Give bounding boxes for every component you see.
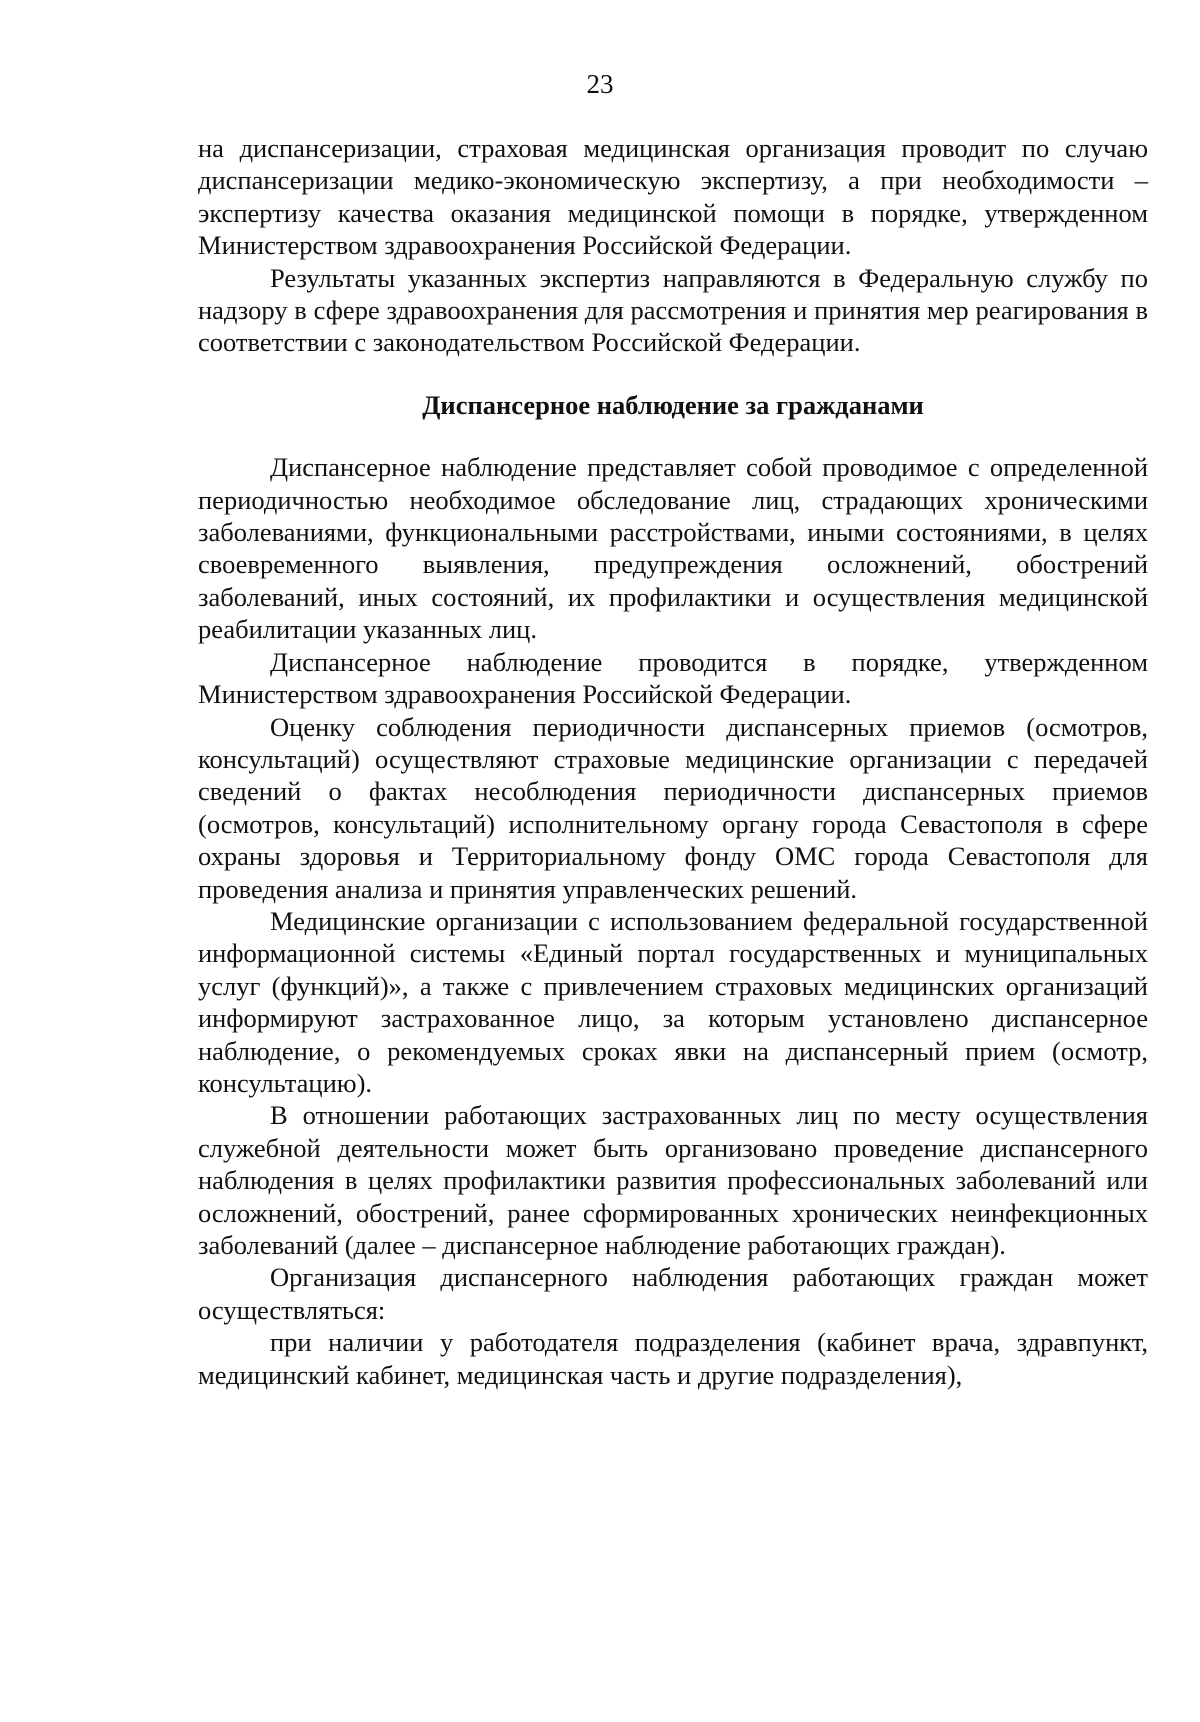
paragraph-organization: Организация диспансерного наблюдения работающих граждан может осуществляться: <box>198 1262 1148 1325</box>
page-number: 23 <box>586 69 614 99</box>
paragraph-continuation: на диспансеризации, страховая медицинская организация проводит по случаю диспансеризации медико-экономическую экспертизу, а при необходимости – экспертизу качества оказания медицинской помощи в порядке, утвержденном Министерством здравоохранения Российской Федерации. <box>198 133 1148 261</box>
paragraph-working-persons: В отношении работающих застрахованных лиц по месту осуществления служебной деятельности может быть организовано проведение диспансерного наблюдения в целях профилактики развития профессиональных заболеваний или осложнений, обострений, ранее сформированных хронических неинфекционных заболеваний (далее – диспансерное наблюдение работающих граждан). <box>198 1100 1148 1260</box>
paragraph-informing: Медицинские организации с использованием федеральной государственной информационной системы «Единый портал государственных и муниципальных услуг (функций)», а также с привлечением страховых медицинских организаций информируют застрахованное лицо, за которым установлено диспансерное наблюдение, о рекомендуемых сроках явки на диспансерный прием (осмотр, консультацию). <box>198 905 1148 1098</box>
section-heading: Диспансерное наблюдение за гражданами <box>422 389 924 420</box>
paragraph-expertise-results: Результаты указанных экспертиз направляются в Федеральную службу по надзору в сфере здравоохранения для рассмотрения и принятия мер реагирования в соответствии с законодательством Российской Федерации. <box>198 262 1148 358</box>
paragraph-procedure: Диспансерное наблюдение проводится в порядке, утвержденном Министерством здравоохранения Российской Федерации. <box>198 646 1148 710</box>
document-body <box>198 132 1148 1391</box>
paragraph-periodicity-assessment: Оценку соблюдения периодичности диспансерных приемов (осмотров, консультаций) осуществляют страховые медицинские организации с передачей сведений о фактах несоблюдения периодичности диспансерных приемов (осмотров, консультаций) исполнительному органу города Севастополя в сфере охраны здоровья и Территориальному фонду ОМС города Севастополя для проведения анализа и принятия управленческих решений. <box>198 711 1148 904</box>
paragraph-definition: Диспансерное наблюдение представляет собой проводимое с определенной периодичностью необходимое обследование лиц, страдающих хроническими заболеваниями, функциональными расстройствами, иными состояниями, в целях своевременного выявления, предупреждения осложнений, обострений заболеваний, иных состояний, их профилактики и осуществления медицинской реабилитации указанных лиц. <box>198 452 1148 645</box>
paragraph-employer-unit: при наличии у работодателя подразделения (кабинет врача, здравпункт, медицинский кабинет, медицинская часть и другие подразделения), <box>198 1327 1148 1390</box>
